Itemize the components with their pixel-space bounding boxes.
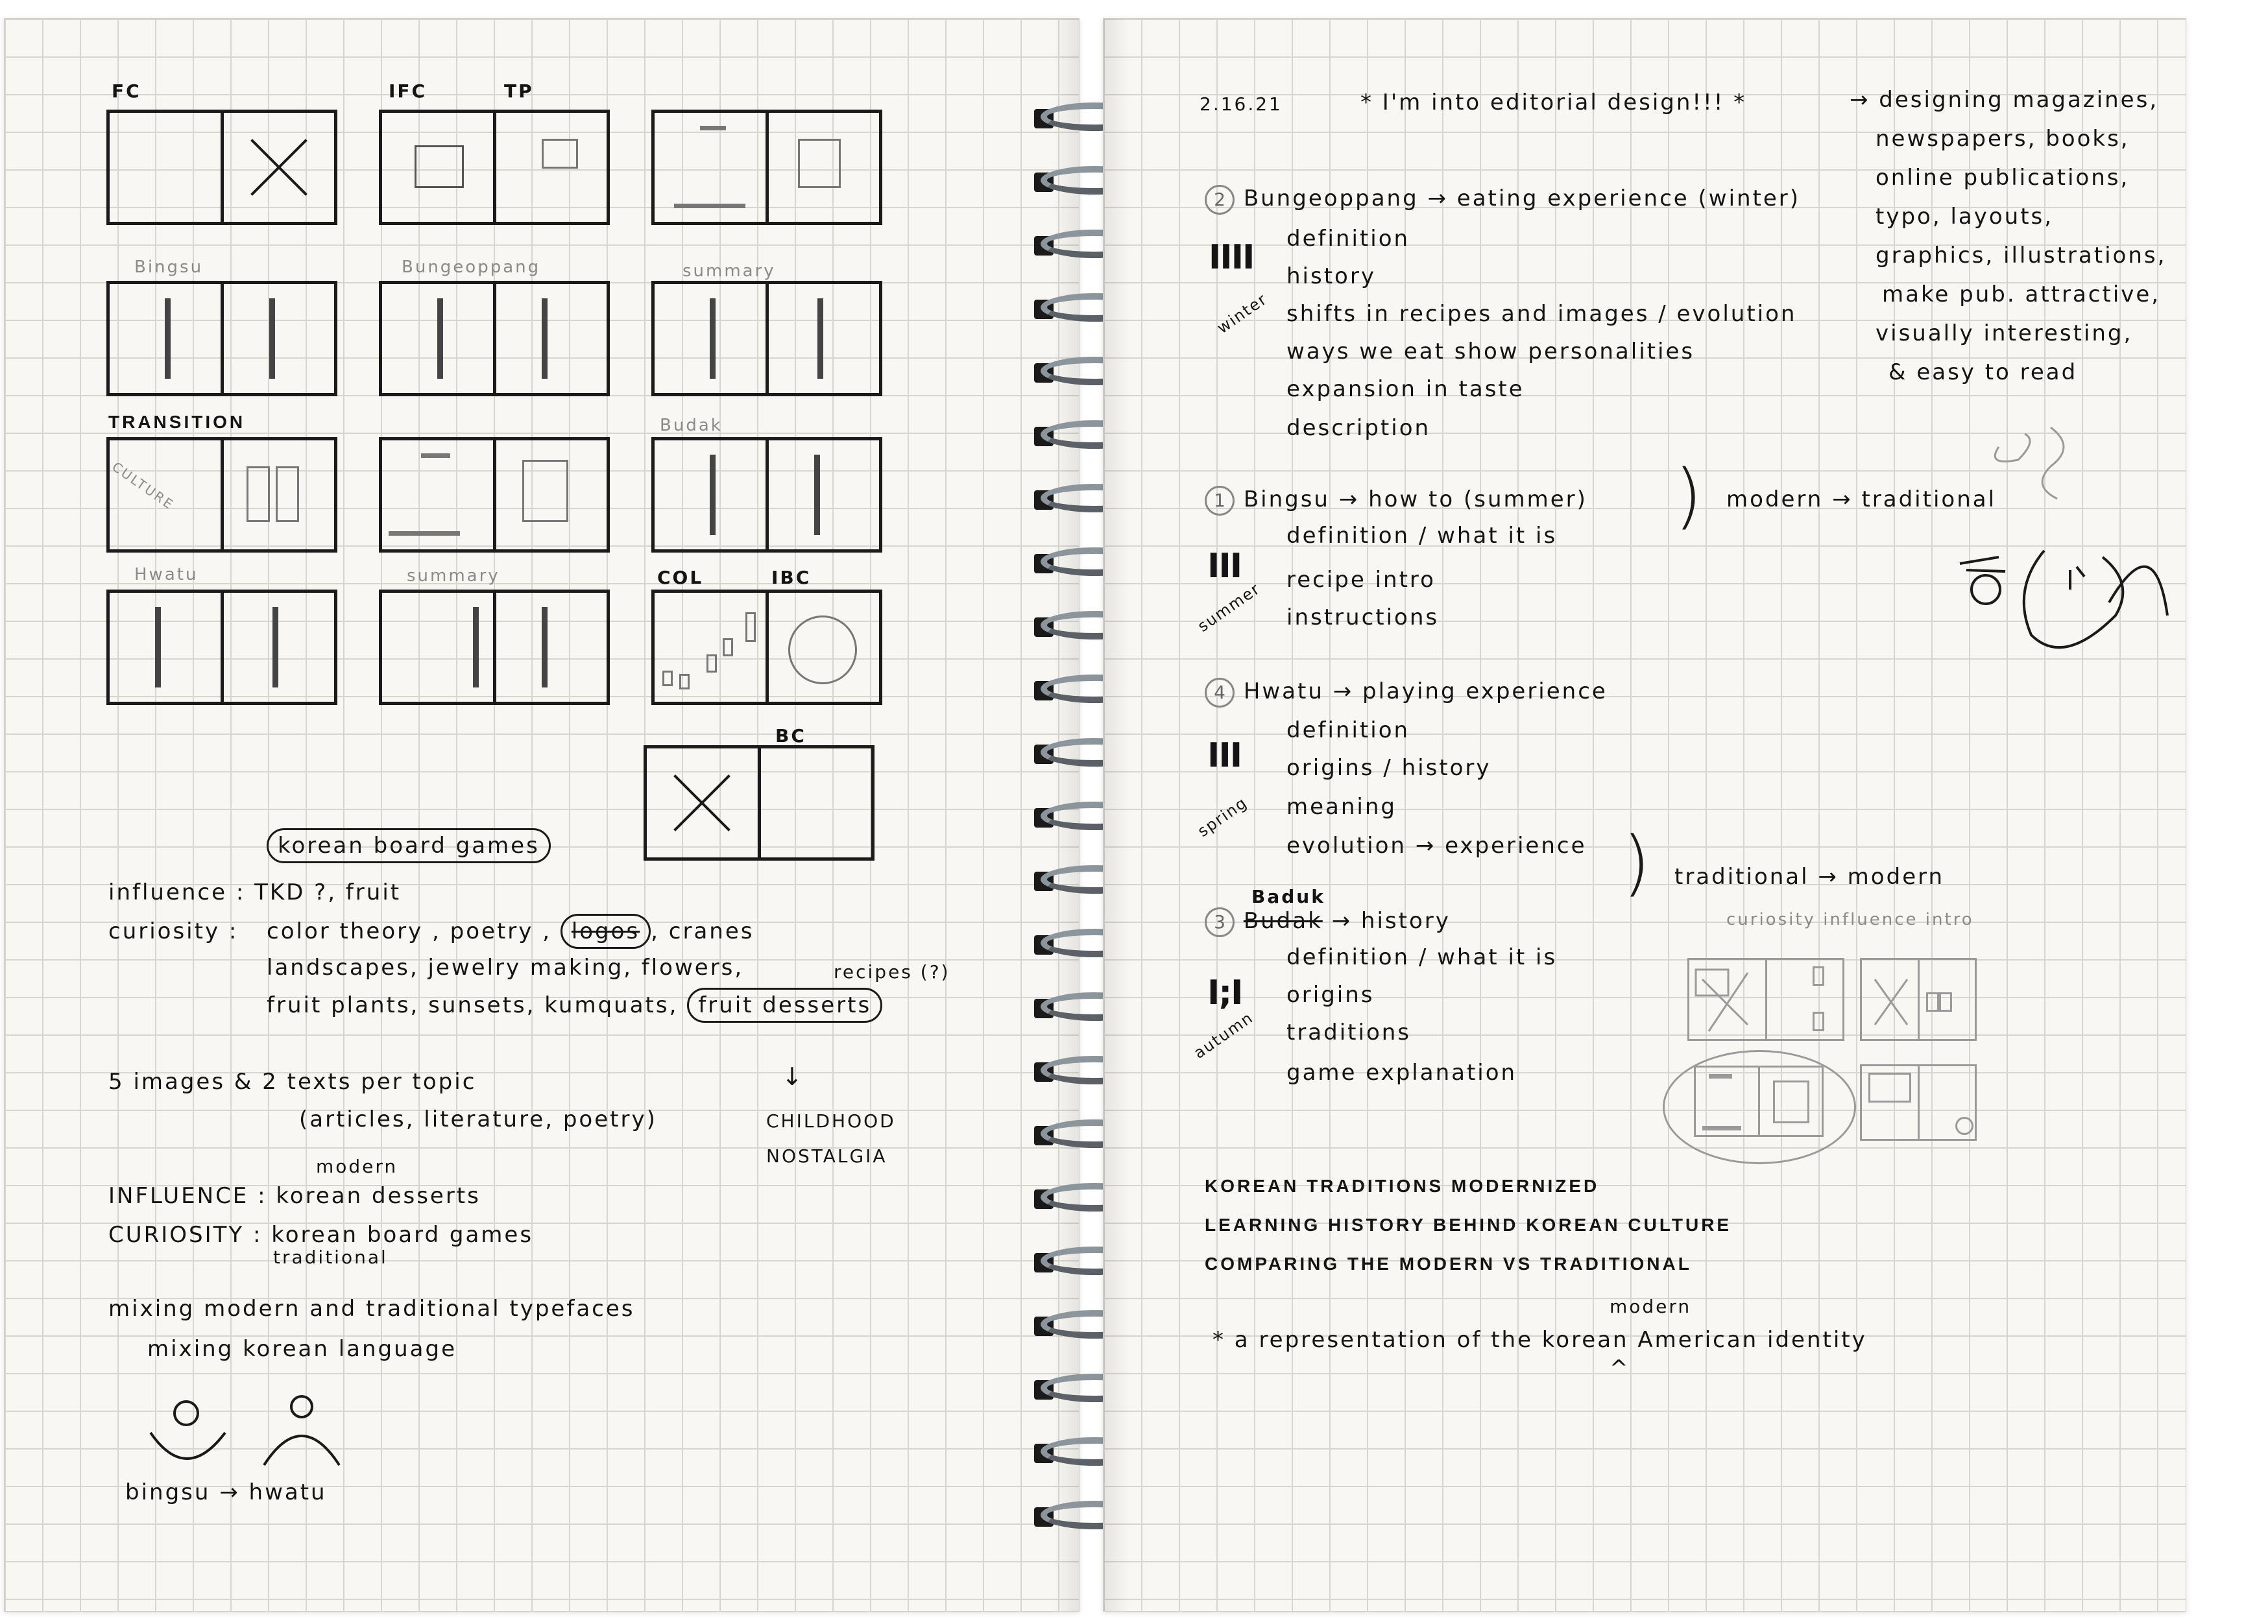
- section-bungeoppang-title: [1205, 185, 1800, 215]
- spread-left-page: [655, 284, 766, 393]
- editorial-list-item: graphics, illustrations,: [1876, 243, 2167, 269]
- sketch-shape: [522, 460, 568, 522]
- sketch-spread-1: [1687, 958, 1844, 1041]
- sketch-shape: [679, 674, 690, 689]
- sketch-line: [421, 453, 450, 458]
- sketch-shape: [542, 139, 578, 169]
- season-label: autumn: [1190, 1008, 1257, 1062]
- sketch-spread-3: [1694, 1066, 1824, 1137]
- section-bingsu-title: [1205, 486, 1587, 516]
- curiosity-text: , cranes: [651, 918, 754, 944]
- influence-note: influence : TKD ?, fruit: [108, 879, 402, 905]
- spread-right-page: [766, 593, 880, 702]
- text-column: [272, 607, 278, 687]
- brace-right: ): [1623, 821, 1650, 904]
- recipes-note: recipes (?): [834, 961, 950, 983]
- section-hwatu-title: [1205, 678, 1608, 708]
- curiosity-label: curiosity :: [108, 918, 239, 944]
- face-doodles: [134, 1394, 368, 1478]
- modern-insert: modern: [316, 1156, 398, 1177]
- curiosity-line-3: [267, 994, 882, 1016]
- list-item: definition: [1286, 226, 1410, 252]
- text-column: [710, 455, 716, 535]
- spread-right-page: [493, 113, 607, 222]
- list-item: origins / history: [1286, 755, 1491, 781]
- tally-marks: III: [1207, 736, 1242, 775]
- sketch-shape: [1773, 1081, 1809, 1123]
- text-column: [710, 298, 716, 379]
- spread-left-page: [1862, 960, 1918, 1039]
- label-summary-2: summary: [407, 566, 500, 586]
- text-column: [155, 607, 161, 687]
- text-column: [814, 455, 820, 535]
- spread-left-page: [110, 284, 221, 393]
- fruit-desserts-circled: fruit desserts: [687, 988, 882, 1023]
- spread-right-page: [1918, 960, 1975, 1039]
- text-column: [542, 607, 548, 687]
- section-title-text: Bingsu → how to (summer): [1243, 486, 1587, 512]
- spread-left-page: [655, 440, 766, 549]
- korean-board-games-note: [267, 835, 551, 857]
- smile-curve: [151, 1433, 225, 1459]
- spread-left-page: [1696, 1068, 1758, 1135]
- editorial-list-item: online publications,: [1876, 165, 2130, 191]
- sketch-shape: [247, 466, 270, 522]
- right-notebook-page: [1103, 18, 2186, 1612]
- sketch-shape: [1926, 992, 1939, 1012]
- sketch-shape: [415, 145, 464, 188]
- x-mark-icon: [221, 113, 335, 222]
- label-bungeoppang: Bungeoppang: [402, 257, 541, 277]
- season-label: spring: [1194, 793, 1251, 841]
- spread-left-page: [382, 284, 493, 393]
- spread-right-page: [1758, 1068, 1822, 1135]
- section-number: 1: [1205, 486, 1235, 516]
- spread-left-page: [1862, 1066, 1918, 1139]
- editorial-list-item: typo, layouts,: [1876, 204, 2054, 230]
- sketch-line: [1702, 1126, 1741, 1130]
- list-item: origins: [1286, 982, 1375, 1008]
- thumbnail-inside-front-cover: [379, 110, 610, 225]
- spread-left-page: [110, 593, 221, 702]
- sketch-shape: [1939, 992, 1952, 1012]
- thumbnail-transition: [106, 437, 337, 553]
- editorial-list-item: newspapers, books,: [1876, 126, 2130, 152]
- label-bc: BC: [775, 725, 806, 746]
- frown-face-head: [291, 1396, 312, 1417]
- nostalgia-note: NOSTALGIA: [766, 1145, 887, 1167]
- spread-right-page: [221, 284, 335, 393]
- editorial-list-item: visually interesting,: [1876, 320, 2133, 346]
- list-item: meaning: [1286, 794, 1397, 820]
- sketch-shape: [745, 612, 756, 642]
- sketch-line: [700, 126, 726, 130]
- mixing-typefaces-note: mixing modern and traditional typefaces: [108, 1296, 635, 1322]
- left-notebook-page: [4, 18, 1080, 1612]
- childhood-note: CHILDHOOD: [766, 1110, 896, 1132]
- struck-title: Budak: [1243, 908, 1323, 934]
- face-doodle: [2024, 551, 2123, 647]
- smile-face-head: [175, 1402, 198, 1425]
- spread-right-page: [493, 284, 607, 393]
- list-item: game explanation: [1286, 1060, 1517, 1086]
- doodle-curve: [1995, 434, 2030, 462]
- tally-marks: III: [1207, 547, 1242, 586]
- list-item: definition / what it is: [1286, 523, 1558, 549]
- date: 2.16.21: [1200, 93, 1283, 115]
- spread-left-page: [110, 113, 221, 222]
- list-item: expansion in taste: [1286, 376, 1525, 402]
- spread-left-page: [382, 593, 493, 702]
- list-item: instructions: [1286, 604, 1440, 630]
- thumbnail-title-page: [651, 110, 882, 225]
- editorial-list: [1850, 87, 2167, 385]
- eye-doodle-icon: [1972, 575, 2000, 604]
- section-number: 4: [1205, 678, 1235, 708]
- sketch-line: [674, 204, 745, 208]
- curiosity-text: color theory , poetry ,: [267, 918, 551, 944]
- thumbnail-colophon: [651, 590, 882, 705]
- spread-left-page: [382, 440, 493, 549]
- curiosity-line-1: [267, 920, 754, 942]
- baduk-correction: Baduk: [1251, 886, 1325, 907]
- sketch-shape: [662, 671, 673, 686]
- modern-to-traditional: modern → traditional: [1726, 486, 1997, 512]
- culture-curved-text: CULTURE: [109, 459, 178, 513]
- thumbnail-spread: [379, 437, 610, 553]
- sketch-spread-2: [1860, 958, 1977, 1041]
- list-item: history: [1286, 263, 1376, 289]
- eye-doodle-icon: [2070, 567, 2084, 590]
- sketch-line: [389, 531, 460, 536]
- spread-left-page: [655, 113, 766, 222]
- spread-right-page: [1765, 960, 1843, 1039]
- bingsu-hwatu-note: bingsu → hwatu: [125, 1479, 327, 1505]
- label-tp: TP: [504, 80, 534, 102]
- editorial-list-item: make pub. attractive,: [1882, 281, 2161, 307]
- label-summary: summary: [682, 261, 776, 281]
- label-hwatu: Hwatu: [134, 565, 199, 584]
- traditional-insert: traditional: [273, 1247, 388, 1268]
- label-bingsu: Bingsu: [134, 257, 204, 277]
- list-item: traditions: [1286, 1020, 1412, 1045]
- label-transition: TRANSITION: [108, 412, 246, 432]
- x-mark-icon: [1862, 960, 1918, 1038]
- statement: LEARNING HISTORY BEHIND KOREAN CULTURE: [1205, 1215, 1732, 1235]
- thumbnail-summary-2: [379, 590, 610, 705]
- text-column: [437, 298, 443, 379]
- text-column: [542, 298, 548, 379]
- thumbnail-bingsu: [106, 281, 337, 396]
- statement: COMPARING THE MODERN VS TRADITIONAL: [1205, 1254, 1692, 1274]
- doodle-curve: [2042, 427, 2064, 499]
- section-baduk-title: [1205, 907, 1451, 937]
- editorial-list-item: & easy to read: [1888, 359, 2078, 385]
- pencil-doodles: [1947, 421, 2180, 758]
- label-ifc: IFC: [389, 80, 428, 102]
- section-title-text: → history: [1331, 908, 1451, 934]
- thumbnail-summary: [651, 281, 882, 396]
- label-budak: Budak: [660, 416, 723, 435]
- curiosity-line-2: landscapes, jewelry making, flowers,: [267, 955, 744, 981]
- spread-right-page: [493, 593, 607, 702]
- tally-marks: IIII: [1209, 238, 1254, 277]
- sketch-shape: [1868, 1073, 1911, 1103]
- editorial-headline: * I'm into editorial design!!! *: [1360, 90, 1747, 115]
- x-mark-icon: [1689, 960, 1761, 1038]
- thumbnail-hwatu: [106, 590, 337, 705]
- influence-korean-desserts: INFLUENCE : korean desserts: [108, 1183, 481, 1209]
- editorial-list-item: → designing magazines,: [1850, 87, 2159, 113]
- circled-text: korean board games: [267, 828, 551, 863]
- sketch-shape: [706, 654, 717, 673]
- spread-right-page: [758, 748, 872, 857]
- list-item: description: [1286, 415, 1431, 441]
- list-item: definition: [1286, 717, 1410, 743]
- traditional-to-modern: traditional → modern: [1674, 864, 1945, 890]
- insert-caret: ^: [1610, 1355, 1630, 1381]
- spread-right-page: [221, 440, 335, 549]
- curiosity-korean-board-games: CURIOSITY : korean board games: [108, 1222, 534, 1248]
- representation-note: * a representation of the korean American identity: [1212, 1327, 1867, 1353]
- gutter-shadow: [1104, 19, 1129, 1611]
- sketch-shape: [723, 638, 733, 656]
- thumbnail-bungeoppang: [379, 281, 610, 396]
- section-title-text: Bungeoppang → eating experience (winter): [1243, 185, 1801, 211]
- sketch-shape: [798, 139, 841, 188]
- thumbnail-back-cover: [644, 745, 875, 861]
- eye-doodle-icon: [1960, 557, 2005, 571]
- season-label: winter: [1214, 289, 1271, 337]
- sketch-circle: [788, 615, 857, 684]
- curiosity-influence-intro: curiosity influence intro: [1726, 910, 1974, 929]
- sketch-shape: [276, 466, 299, 522]
- section-number: 3: [1205, 907, 1235, 937]
- sketch-circle: [1955, 1117, 1973, 1135]
- spread-left-page: [110, 440, 221, 549]
- season-label: summer: [1194, 579, 1264, 636]
- frown-curve: [264, 1436, 339, 1465]
- spread-left-page: [655, 593, 766, 702]
- articles-note: (articles, literature, poetry): [299, 1106, 657, 1132]
- curiosity-text: fruit plants, sunsets, kumquats,: [267, 992, 679, 1018]
- label-ibc: IBC: [771, 567, 812, 588]
- section-number: 2: [1205, 185, 1235, 215]
- text-column: [165, 298, 171, 379]
- thumbnail-front-cover: [106, 110, 337, 225]
- list-item: evolution → experience: [1286, 833, 1587, 859]
- brace-right: ): [1674, 454, 1702, 537]
- spread-right-page: [493, 440, 607, 549]
- mixing-language-note: mixing korean language: [147, 1336, 457, 1362]
- statement: KOREAN TRADITIONS MODERNIZED: [1205, 1176, 1600, 1196]
- spread-right-page: [766, 440, 880, 549]
- text-column: [817, 298, 823, 379]
- list-item: definition / what it is: [1286, 944, 1558, 970]
- text-column: [269, 298, 275, 379]
- text-column: [473, 607, 479, 687]
- logos-struck: logos: [561, 914, 651, 949]
- spread-left-page: [1689, 960, 1765, 1039]
- spread-right-page: [1918, 1066, 1975, 1139]
- x-mark-icon: [647, 748, 758, 857]
- list-item: recipe intro: [1286, 567, 1436, 593]
- tally-marks: I;I: [1207, 973, 1242, 1012]
- sketch-line: [1709, 1074, 1732, 1079]
- spread-left-page: [382, 113, 493, 222]
- sketch-shape: [1813, 966, 1824, 986]
- spread-right-page: [221, 593, 335, 702]
- section-title-text: Hwatu → playing experience: [1243, 678, 1608, 704]
- images-texts-note: 5 images & 2 texts per topic: [108, 1069, 477, 1095]
- sketch-spread-4: [1860, 1064, 1977, 1141]
- spread-right-page: [766, 113, 880, 222]
- thumbnail-budak: [651, 437, 882, 553]
- list-item: ways we eat show personalities: [1286, 339, 1695, 364]
- sketch-shape: [1813, 1012, 1824, 1031]
- list-item: shifts in recipes and images / evolution: [1286, 301, 1797, 327]
- spread-right-page: [766, 284, 880, 393]
- modern-insert: modern: [1610, 1296, 1692, 1317]
- label-fc: FC: [112, 80, 141, 102]
- arrow-down-icon: ↓: [782, 1062, 804, 1091]
- label-col: COL: [657, 567, 704, 588]
